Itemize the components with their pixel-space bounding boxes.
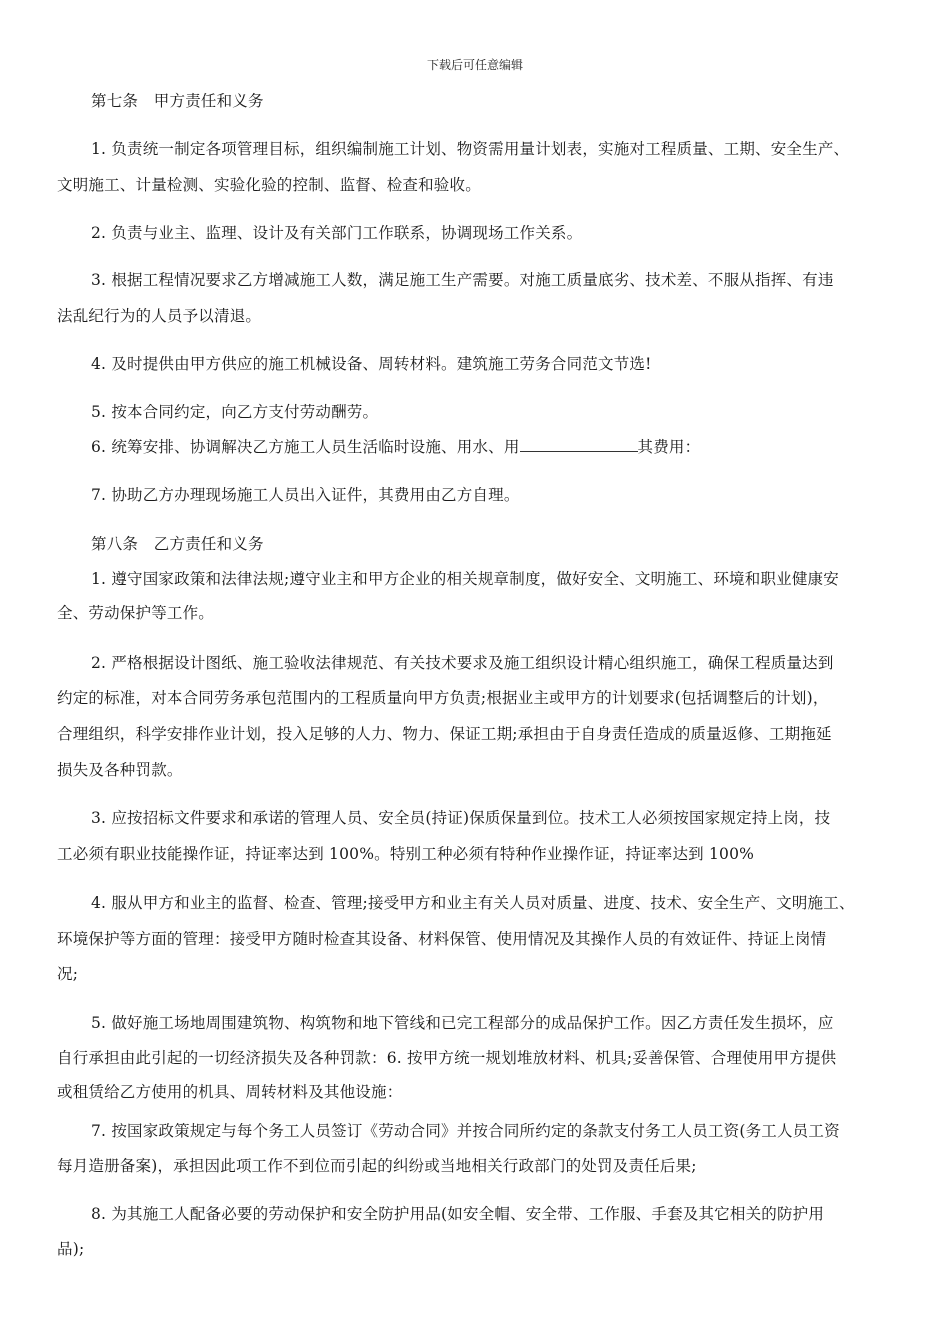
article-7-item-3-line-1: 3. 根据工程情况要求乙方增减施工人数，满足施工生产需要。对施工质量底劣、技术差、不服从指挥、有违 — [91, 271, 834, 289]
article-8-item-4-line-3: 况; — [57, 965, 79, 983]
article-7-item-2: 2. 负责与业主、监理、设计及有关部门工作联系，协调现场工作关系。 — [91, 224, 583, 242]
article-8-item-1-line-1: 1. 遵守国家政策和法律法规;遵守业主和甲方企业的相关规章制度，做好安全、文明施工、环境和职业健康安 — [91, 570, 839, 588]
article-8-item-5-line-1: 5. 做好施工场地周围建筑物、构筑物和地下管线和已完工程部分的成品保护工作。因乙方责任发生损坏，应 — [91, 1014, 834, 1032]
article-8-item-2-line-1: 2. 严格根据设计图纸、施工验收法律规范、有关技术要求及施工组织设计精心组织施工，确保工程质量达到 — [91, 654, 834, 672]
article-7-item-5: 5. 按本合同约定，向乙方支付劳动酬劳。 — [91, 403, 379, 421]
article-8-item-7-line-2: 每月造册备案)，承担因此项工作不到位而引起的纠纷或当地相关行政部门的处罚及责任后果; — [57, 1157, 697, 1175]
article-8-item-5-line-3: 或租赁给乙方使用的机具、周转材料及其他设施： — [57, 1083, 403, 1101]
article-8-item-4-line-1: 4. 服从甲方和业主的监督、检查、管理;接受甲方和业主有关人员对质量、进度、技术、安全生产、文明施工、 — [91, 894, 855, 912]
article-7-item-6 — [91, 437, 700, 457]
article-8-item-8-line-2: 品); — [57, 1240, 85, 1258]
article-8-item-5-line-2: 自行承担由此引起的一切经济损失及各种罚款：6. 按甲方统一规划堆放材料、机具;妥善保管、合理使用甲方提供 — [57, 1049, 837, 1067]
article-7-item-3-line-2: 法乱纪行为的人员予以清退。 — [57, 307, 262, 325]
article-8-item-2-line-3: 合理组织，科学安排作业计划，投入足够的人力、物力、保证工期;承担由于自身责任造成的质量返修、工期拖延 — [57, 725, 832, 743]
article-7-item-1-line-2: 文明施工、计量检测、实验化验的控制、监督、检查和验收。 — [57, 176, 481, 194]
article-8-item-2-line-2: 约定的标准，对本合同劳务承包范围内的工程质量向甲方负责;根据业主或甲方的计划要求(包括调整后的计划)， — [57, 689, 829, 707]
page-header-note: 下载后可任意编辑 — [426, 58, 523, 72]
article-7-item-6-suffix: 其费用： — [637, 438, 701, 456]
article-8-item-4-line-2: 环境保护等方面的管理：接受甲方随时检查其设备、材料保管、使用情况及其操作人员的有效证件、持证上岗情 — [57, 930, 827, 948]
article-7-item-1-line-1: 1. 负责统一制定各项管理目标，组织编制施工计划、物资需用量计划表，实施对工程质量、工期、安全生产、 — [91, 140, 850, 158]
article-8-item-3-line-1: 3. 应按招标文件要求和承诺的管理人员、安全员(持证)保质保量到位。技术工人必须按国家规定持上岗，技 — [91, 809, 831, 827]
article-7-item-6-text: 6. 统筹安排、协调解决乙方施工人员生活临时设施、用水、用 — [91, 438, 520, 456]
article-8-item-3-line-2: 工必须有职业技能操作证，持证率达到 100%。特别工种必须有特种作业操作证，持证率达到 100% — [57, 845, 755, 863]
article-7-item-4: 4. 及时提供由甲方供应的施工机械设备、周转材料。建筑施工劳务合同范文节选! — [91, 355, 652, 373]
article-7-title: 第七条 甲方责任和义务 — [91, 92, 264, 110]
article-8-item-1-line-2: 全、劳动保护等工作。 — [57, 604, 215, 622]
article-8-item-8-line-1: 8. 为其施工人配备必要的劳动保护和安全防护用品(如安全帽、安全带、工作服、手套及其它相关的防护用 — [91, 1205, 825, 1223]
article-8-item-7-line-1: 7. 按国家政策规定与每个务工人员签订《劳动合同》并按合同所约定的条款支付务工人员工资(务工人员工资 — [91, 1122, 840, 1140]
article-8-item-2-line-4: 损失及各种罚款。 — [57, 761, 183, 779]
article-8-title: 第八条 乙方责任和义务 — [91, 535, 264, 553]
fill-in-blank — [520, 437, 638, 452]
article-7-item-7: 7. 协助乙方办理现场施工人员出入证件，其费用由乙方自理。 — [91, 486, 520, 504]
